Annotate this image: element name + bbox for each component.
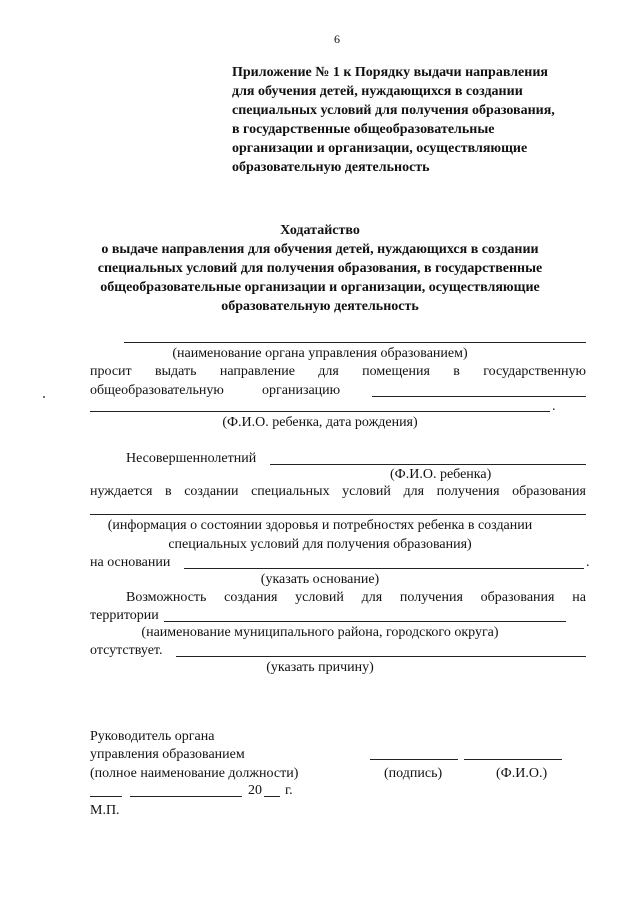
possibility-word: создания: [224, 590, 278, 605]
petition-subtitle-line: общеобразовательные организации и организации, осуществляющие: [100, 280, 540, 295]
needs-word: специальных: [251, 484, 330, 499]
possibility-word: условий: [295, 590, 344, 605]
reason-field[interactable]: [176, 656, 586, 657]
possibility-line: [126, 589, 586, 606]
scan-speck: [43, 396, 45, 398]
request-word: направление: [219, 364, 295, 379]
possibility-word: получения: [399, 590, 463, 605]
territory-field[interactable]: [164, 621, 566, 622]
period-mark: .: [586, 555, 590, 570]
minor-name-field[interactable]: [270, 464, 586, 465]
signature-title-line: (полное наименование должности): [90, 766, 299, 781]
possibility-word: образования: [480, 590, 555, 605]
date-year-prefix: 20: [248, 783, 262, 798]
authority-name-field[interactable]: [124, 342, 586, 343]
request-word: государственную: [483, 364, 586, 379]
caption-district: (наименование муниципального района, городского округа): [141, 625, 499, 640]
fio-caption: (Ф.И.О.): [496, 766, 548, 781]
petition-subtitle-line: о выдаче направления для обучения детей, нуждающихся в создании: [101, 242, 539, 257]
org-label-2: организацию: [262, 383, 341, 398]
request-word: выдать: [155, 364, 197, 379]
request-word: для: [318, 364, 339, 379]
signature-field[interactable]: [370, 759, 458, 760]
basis-label: на основании: [90, 555, 171, 570]
org-label-1: общеобразовательную: [90, 383, 224, 398]
request-word: просит: [90, 364, 132, 379]
basis-field[interactable]: [184, 568, 584, 569]
needs-word: создании: [184, 484, 239, 499]
needs-word: в: [165, 484, 172, 499]
caption-authority: (наименование органа управления образованием): [172, 346, 468, 361]
petition-heading: Ходатайство: [280, 223, 360, 238]
possibility-word: на: [572, 590, 586, 605]
appendix-line: для обучения детей, нуждающихся в создании: [232, 84, 523, 99]
signature-title-line: управления образованием: [90, 747, 245, 762]
absent-label: отсутствует.: [90, 643, 163, 658]
signature-fio-field[interactable]: [464, 759, 562, 760]
caption-health-1: (информация о состоянии здоровья и потребностях ребенка в создании: [107, 518, 533, 533]
child-name-birthdate-field[interactable]: [90, 411, 550, 412]
caption-reason: (указать причину): [266, 660, 374, 675]
date-day-field[interactable]: [90, 796, 122, 797]
territory-label: территории: [90, 608, 159, 623]
needs-word: образования: [512, 484, 586, 499]
needs-word: нуждается: [90, 484, 153, 499]
needs-line: [90, 483, 586, 500]
request-word: помещения: [362, 364, 430, 379]
date-suffix: г.: [285, 783, 293, 798]
health-info-field[interactable]: [90, 514, 586, 515]
caption-health-2: специальных условий для получения образования): [168, 537, 472, 552]
appendix-line: организации и организации, осуществляющие: [232, 141, 528, 156]
request-line: [90, 363, 586, 380]
page-number: 6: [334, 32, 340, 46]
date-month-field[interactable]: [130, 796, 242, 797]
needs-word: получения: [436, 484, 500, 499]
caption-child: (Ф.И.О. ребенка, дата рождения): [222, 415, 418, 430]
appendix-line: специальных условий для получения образования,: [232, 103, 555, 118]
needs-word: условий: [342, 484, 391, 499]
signature-caption: (подпись): [384, 766, 443, 781]
period-mark: .: [552, 399, 556, 414]
possibility-word: Возможность: [126, 590, 207, 605]
request-word: в: [453, 364, 460, 379]
petition-subtitle-line: специальных условий для получения образования, в государственные: [97, 261, 543, 276]
organization-field[interactable]: [372, 396, 586, 397]
minor-label: Несовершеннолетний: [126, 451, 257, 466]
possibility-word: для: [361, 590, 383, 605]
stamp-label: М.П.: [90, 803, 120, 818]
appendix-line: Приложение № 1 к Порядку выдачи направления: [232, 65, 548, 80]
caption-basis: (указать основание): [260, 572, 380, 587]
appendix-line: в государственные общеобразовательные: [232, 122, 495, 137]
signature-title-line: Руководитель органа: [90, 729, 215, 744]
date-year-field[interactable]: [264, 796, 280, 797]
petition-subtitle-line: образовательную деятельность: [221, 299, 419, 314]
caption-child-name: (Ф.И.О. ребенка): [390, 467, 492, 482]
appendix-line: образовательную деятельность: [232, 160, 430, 175]
needs-word: для: [403, 484, 425, 499]
